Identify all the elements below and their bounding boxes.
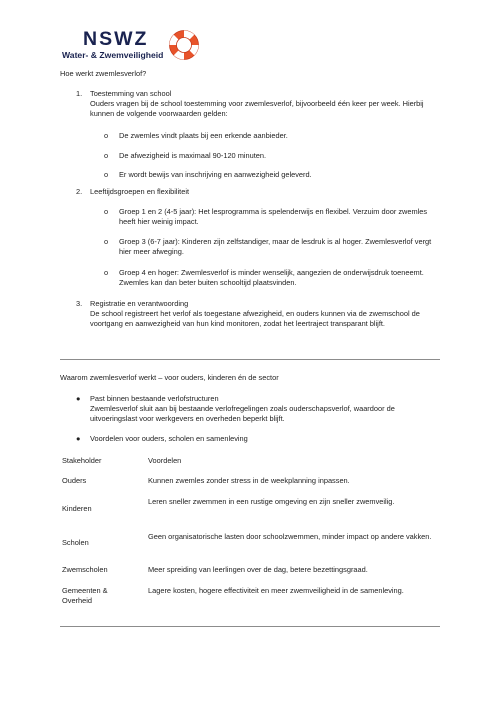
table-header-voordelen: Voordelen: [148, 456, 182, 465]
sub-bullet-marker: o: [104, 170, 109, 179]
list-item-text: Ouders vragen bij de school toestemming voor zwemlesverlof, bijvoorbeeld één keer per week. Hierbij kunnen de volgende voorwaarden gelden:: [90, 99, 424, 119]
list-item-title: Toestemming van school: [90, 89, 172, 98]
list-item-text: De school registreert het verlof als toegestane afwezigheid, en ouders kunnen via de zwemschool de voortgang en aanwezigheid van hun kind monitoren, zodat het leertraject transparant blijft.: [90, 309, 420, 329]
nswz-logo: [62, 29, 212, 69]
divider: [60, 626, 440, 627]
table-cell-stakeholder: Ouders: [62, 476, 87, 485]
sub-bullet-text: Er wordt bewijs van inschrijving en aanwezigheid geleverd.: [119, 170, 312, 179]
list-number: 2.: [76, 187, 83, 196]
logo-subtitle: Water- & Zwemveiligheid: [62, 50, 164, 60]
table-cell-benefit: Geen organisatorische lasten door schoolzwemmen, minder impact op andere vakken.: [148, 532, 432, 541]
sub-bullet-text: Groep 3 (6-7 jaar): Kinderen zijn zelfstandiger, maar de lesdruk is al hoger. Zwemlesverlof vergt hier meer afweging.: [119, 237, 432, 257]
sub-bullet-marker: o: [104, 131, 109, 140]
table-cell-stakeholder: Kinderen: [62, 504, 92, 513]
list-item-title: Registratie en verantwoording: [90, 299, 189, 308]
table-cell-stakeholder: Gemeenten & Overheid: [62, 586, 108, 606]
bullet-icon: ●: [76, 394, 81, 403]
bullet-title: Past binnen bestaande verlofstructuren: [90, 394, 219, 403]
lifebuoy-icon: [168, 29, 200, 61]
table-cell-stakeholder: Zwemscholen: [62, 565, 108, 574]
table-cell-benefit: Leren sneller zwemmen in een rustige omgeving en zijn sneller zwemveilig.: [148, 497, 395, 506]
sub-bullet-text: Groep 1 en 2 (4-5 jaar): Het lesprogramma is spelenderwijs en flexibel. Verzuim door zwemles heeft hier weinig impact.: [119, 207, 428, 227]
bullet-icon: ●: [76, 434, 81, 443]
sub-bullet-marker: o: [104, 151, 109, 160]
logo-title: NSWZ: [83, 28, 149, 50]
list-number: 3.: [76, 299, 83, 308]
sub-bullet-text: Groep 4 en hoger: Zwemlesverlof is minder wenselijk, aangezien de onderwijsdruk toeneemt. Zwemles kan dan beter buiten schooltijd plaatsvinden.: [119, 268, 424, 288]
sub-bullet-marker: o: [104, 268, 109, 277]
table-cell-benefit: Lagere kosten, hogere effectiviteit en meer zwemveiligheid in de samenleving.: [148, 586, 404, 595]
table-cell-stakeholder: Scholen: [62, 538, 89, 547]
sub-bullet-text: De zwemles vindt plaats bij een erkende aanbieder.: [119, 131, 288, 140]
list-number: 1.: [76, 89, 83, 98]
table-cell-benefit: Meer spreiding van leerlingen over de dag, betere bezettingsgraad.: [148, 565, 368, 574]
sub-bullet-marker: o: [104, 237, 109, 246]
divider: [60, 359, 440, 360]
sub-bullet-text: De afwezigheid is maximaal 90-120 minuten.: [119, 151, 267, 160]
bullet-text: Zwemlesverlof sluit aan bij bestaande verlofregelingen zoals ouderschapsverlof, waardoor de uitvoeringslast voor werkgevers en overheden beperkt blijft.: [90, 404, 395, 424]
list-item-title: Leeftijdsgroepen en flexibiliteit: [90, 187, 190, 196]
sub-bullet-marker: o: [104, 207, 109, 216]
section2-heading: Waarom zwemlesverlof werkt – voor ouders, kinderen én de sector: [60, 373, 279, 382]
section1-heading: Hoe werkt zwemlesverlof?: [60, 69, 147, 78]
table-header-stakeholder: Stakeholder: [62, 456, 102, 465]
bullet-title: Voordelen voor ouders, scholen en samenleving: [90, 434, 248, 443]
table-cell-benefit: Kunnen zwemles zonder stress in de weekplanning inpassen.: [148, 476, 350, 485]
